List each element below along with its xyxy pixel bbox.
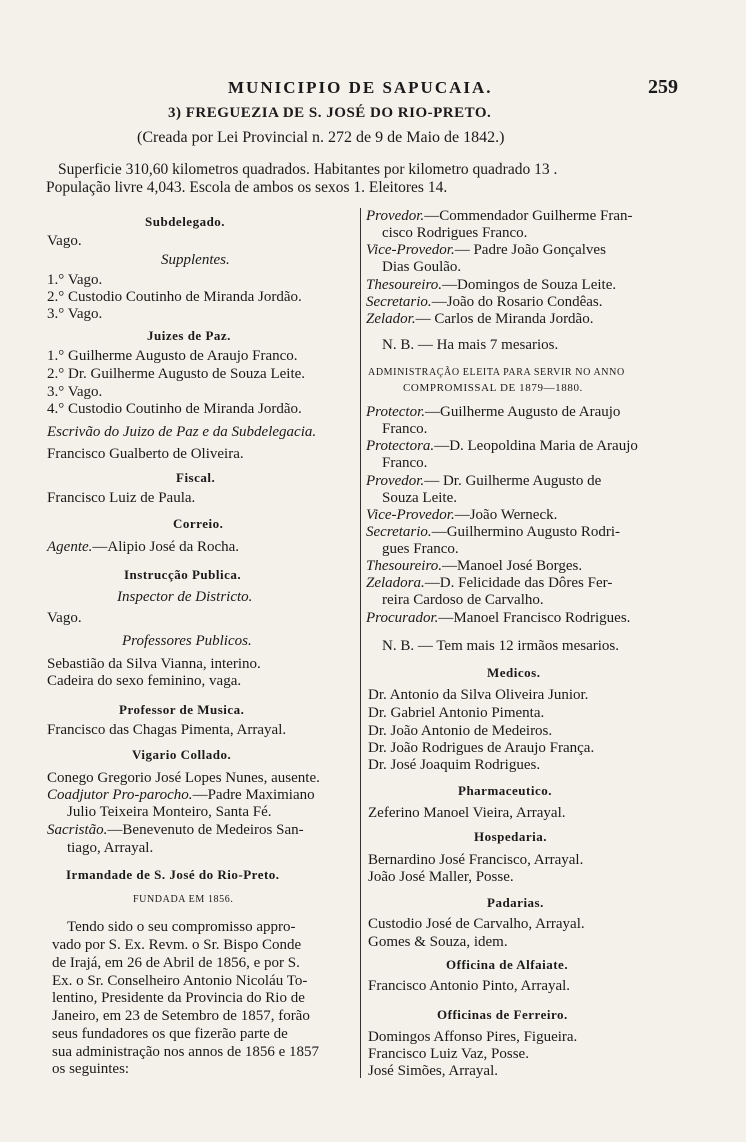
hosp-heading: Hospedaria. [474, 829, 548, 844]
juiz-4: 4.° Custodio Coutinho de Miranda Jordão. [47, 401, 302, 417]
coadjutor-value-2: Julio Teixeira Monteiro, Santa Fé. [67, 804, 272, 820]
zel-line [366, 311, 593, 328]
viceprov-value-1: — Padre João Gonçalves [454, 242, 606, 258]
paragraph-line-8: sua administração nos annos de 1856 e 1857 [52, 1044, 320, 1060]
thes2-label: Thesoureiro. [366, 558, 442, 574]
paragraph-line-2: vado por S. Ex. Revm. o Sr. Bispo Conde [52, 937, 302, 953]
sacristao-value-1: —Benevenuto de Medeiros San- [107, 822, 304, 838]
thes-label: Thesoureiro. [366, 277, 442, 293]
page-number: 259 [648, 76, 678, 98]
viceprov-value-2: Dias Goulão. [382, 259, 462, 275]
padarias-heading: Padarias. [487, 895, 544, 910]
ferreiro-2: Francisco Luiz Vaz, Posse. [368, 1046, 529, 1062]
correio-heading: Correio. [173, 516, 224, 531]
correio-line [47, 539, 239, 556]
supplentes-heading: Supplentes. [161, 252, 230, 268]
padaria-1: Custodio José de Carvalho, Arrayal. [368, 916, 585, 932]
provedor2-label: Provedor. [366, 473, 425, 489]
zeladora-value-2: reira Cardoso de Carvalho. [382, 592, 544, 608]
intro-line-2: População livre 4,043. Escola de ambos os sexos 1. Eleitores 14. [46, 179, 448, 196]
column-divider [360, 208, 361, 1078]
sacristao-value-2: tiago, Arrayal. [67, 840, 154, 856]
protectora-value-2: Franco. [382, 455, 428, 471]
zel-label: Zelador. [366, 311, 416, 327]
vigario-heading: Vigario Collado. [132, 747, 232, 762]
secr-value: —João do Rosario Condêas. [431, 294, 603, 310]
alfaiate-value: Francisco Antonio Pinto, Arrayal. [368, 978, 571, 994]
coadjutor-line [47, 787, 315, 804]
viceprov2-line [366, 507, 557, 524]
instrucao-heading: Instrucção Publica. [124, 567, 242, 582]
irmandade-heading: Irmandade de S. José do Rio-Preto. [66, 867, 280, 882]
provedor2-value-1: — Dr. Guilherme Augusto de [424, 473, 602, 489]
hosp-2: João José Maller, Posse. [368, 869, 514, 885]
inspector-heading: Inspector de Districto. [117, 589, 253, 605]
protectora-label: Protectora. [366, 438, 435, 454]
hosp-1: Bernardino José Francisco, Arrayal. [368, 852, 584, 868]
juiz-2: 2.° Dr. Guilherme Augusto de Souza Leite. [47, 366, 306, 382]
nb-2: N. B. — Tem mais 12 irmãos mesarios. [382, 638, 619, 654]
padaria-2: Gomes & Souza, idem. [368, 934, 508, 950]
running-title: MUNICIPIO DE SAPUCAIA. [228, 78, 493, 97]
section-title: 3) FREGUEZIA DE S. JOSÉ DO RIO-PRETO. [168, 105, 492, 121]
provedor-label: Provedor. [366, 208, 425, 224]
viceprov-line [366, 242, 606, 259]
professor-1: Sebastião da Silva Vianna, interino. [47, 656, 261, 672]
provedor-value-2: cisco Rodrigues Franco. [382, 225, 528, 241]
zeladora-value-1: —D. Felicidade das Dôres Fer- [424, 575, 613, 591]
paragraph-line-7: seus fundadores os que fizerão parte de [52, 1026, 288, 1042]
procurador-label: Procurador. [366, 610, 439, 626]
juizes-heading: Juizes de Paz. [147, 328, 231, 343]
zel-value: — Carlos de Miranda Jordão. [415, 311, 594, 327]
viceprov-label: Vice-Provedor. [366, 242, 455, 258]
paragraph-line-9: os seguintes: [52, 1061, 130, 1077]
juiz-3: 3.° Vago. [47, 384, 103, 400]
agente-label: Agente. [47, 539, 93, 555]
thes-line [366, 277, 616, 294]
protectora-value-1: —D. Leopoldina Maria de Araujo [434, 438, 638, 454]
secr-label: Secretario. [366, 294, 432, 310]
procurador-line [366, 610, 630, 627]
professor-2: Cadeira do sexo feminino, vaga. [47, 673, 242, 689]
provedor-value-1: —Commendador Guilherme Fran- [424, 208, 633, 224]
vigario-value: Conego Gregorio José Lopes Nunes, ausente. [47, 770, 320, 786]
supplente-3: 3.° Vago. [47, 306, 103, 322]
secr2-value-2: gues Franco. [382, 541, 459, 557]
provedor2-value-2: Souza Leite. [382, 490, 457, 506]
secr2-value-1: —Guilhermino Augusto Rodri- [431, 524, 621, 540]
zeladora-line [366, 575, 612, 592]
escrivao-value: Francisco Gualberto de Oliveira. [47, 446, 244, 462]
ferreiro-1: Domingos Affonso Pires, Figueira. [368, 1029, 578, 1045]
agente-value: —Alipio José da Rocha. [92, 539, 240, 555]
musica-value: Francisco das Chagas Pimenta, Arrayal. [47, 722, 287, 738]
thes2-value: —Manoel José Borges. [441, 558, 583, 574]
protector-value-2: Franco. [382, 421, 428, 437]
protector-value-1: —Guilherme Augusto de Araujo [425, 404, 621, 420]
musica-heading: Professor de Musica. [119, 702, 245, 717]
subdelegado-heading: Subdelegado. [145, 214, 226, 229]
supplente-2: 2.° Custodio Coutinho de Miranda Jordão. [47, 289, 302, 305]
medico-2: Dr. Gabriel Antonio Pimenta. [368, 705, 545, 721]
ferreiro-3: José Simões, Arrayal. [368, 1063, 498, 1079]
medico-4: Dr. João Rodrigues de Araujo França. [368, 740, 595, 756]
alfaiate-heading: Officina de Alfaiate. [446, 957, 569, 972]
paragraph-line-5: lentino, Presidente da Provincia do Rio de [52, 990, 305, 1006]
fundada-line: FUNDADA EM 1856. [133, 894, 234, 905]
protectora-line [366, 438, 638, 455]
fiscal-heading: Fiscal. [176, 470, 216, 485]
thes-value: —Domingos de Souza Leite. [441, 277, 617, 293]
sacristao-line [47, 822, 304, 839]
coadjutor-value-1: —Padre Maximiano [192, 787, 315, 803]
paragraph-line-6: Janeiro, em 23 de Setembro de 1857, forão [52, 1008, 310, 1024]
inspector-value: Vago. [47, 610, 82, 626]
pharm-heading: Pharmaceutico. [458, 783, 553, 798]
subdelegado-value: Vago. [47, 233, 82, 249]
medico-3: Dr. João Antonio de Medeiros. [368, 723, 553, 739]
supplente-1: 1.° Vago. [47, 272, 103, 288]
paragraph-line-4: Ex. o Sr. Conselheiro Antonio Nicoláu To- [52, 973, 308, 989]
secr2-label: Secretario. [366, 524, 432, 540]
provedor2-line [366, 473, 601, 490]
sacristao-label: Sacristão. [47, 822, 108, 838]
protector-line [366, 404, 620, 421]
ferreiro-heading: Officinas de Ferreiro. [437, 1007, 568, 1022]
creation-note: (Creada por Lei Provincial n. 272 de 9 de Maio de 1842.) [137, 129, 505, 146]
paragraph-line-3: de Irajá, em 26 de Abril de 1856, e por S. [52, 955, 300, 971]
viceprov2-value: —João Werneck. [454, 507, 558, 523]
admin-heading-1: ADMINISTRAÇÃO ELEITA PARA SERVIR NO ANNO [368, 367, 625, 378]
secr2-line [366, 524, 620, 541]
provedor-line [366, 208, 632, 225]
pharm-value: Zeferino Manoel Vieira, Arrayal. [368, 805, 566, 821]
zeladora-label: Zeladora. [366, 575, 425, 591]
escrivao-heading: Escrivão do Juizo de Paz e da Subdelegacia. [47, 424, 317, 440]
professores-heading: Professores Publicos. [122, 633, 252, 649]
secr-line [366, 294, 603, 311]
procurador-value: —Manoel Francisco Rodrigues. [438, 610, 631, 626]
viceprov2-label: Vice-Provedor. [366, 507, 455, 523]
paragraph-line-1: Tendo sido o seu compromisso appro- [67, 919, 296, 935]
medico-1: Dr. Antonio da Silva Oliveira Junior. [368, 687, 589, 703]
juiz-1: 1.° Guilherme Augusto de Araujo Franco. [47, 348, 298, 364]
medicos-heading: Medicos. [487, 665, 541, 680]
admin-heading-2: COMPROMISSAL DE 1879—1880. [403, 382, 583, 394]
intro-line-1: Superficie 310,60 kilometros quadrados. Habitantes por kilometro quadrado 13 . [58, 161, 558, 178]
thes2-line [366, 558, 582, 575]
fiscal-value: Francisco Luiz de Paula. [47, 490, 196, 506]
coadjutor-label: Coadjutor Pro-parocho. [47, 787, 193, 803]
protector-label: Protector. [366, 404, 426, 420]
nb-1: N. B. — Ha mais 7 mesarios. [382, 337, 559, 353]
medico-5: Dr. José Joaquim Rodrigues. [368, 757, 541, 773]
